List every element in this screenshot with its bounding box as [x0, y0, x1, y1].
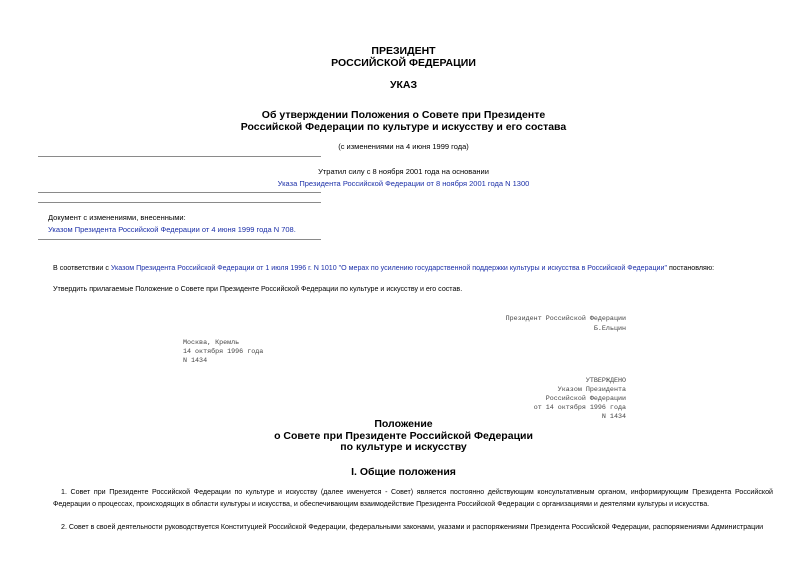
amendments-label: Документ с изменениями, внесенными: [48, 213, 186, 222]
amended-note: (с изменениями на 4 июня 1999 года) [338, 142, 469, 151]
approve-text: Утвердить прилагаемые Положение о Совете при Президенте Российской Федерации по культуре и искусству и его состав. [53, 285, 463, 293]
preamble-link[interactable]: Указом Президента Российской Федерации от 1 июля 1996 г. N 1010 "О мерах по усилению государственной поддержки культуры и искусства в Российской Федерации" [110, 264, 667, 272]
regulation-subtitle-2: по культуре и искусству [340, 441, 467, 453]
approved-federation: Российской Федерации [545, 395, 626, 403]
place-number: N 1434 [183, 357, 208, 365]
separator-line [38, 202, 321, 203]
section-heading: I. Общие положения [351, 466, 456, 478]
expired-link[interactable]: Указа Президента Российской Федерации от 8 ноября 2001 года N 1300 [277, 179, 530, 188]
place-city: Москва, Кремль [183, 339, 240, 347]
approved-number: N 1434 [601, 413, 626, 421]
separator-line [38, 156, 321, 157]
preamble-prefix: В соответствии с [53, 264, 111, 272]
signature-name: Б.Ельцин [593, 325, 626, 333]
approved-title: УТВЕРЖДЕНО [585, 377, 626, 385]
approved-by: Указом Президента [557, 386, 626, 394]
doc-type: УКАЗ [389, 79, 418, 91]
preamble-suffix: постановляю: [666, 264, 715, 272]
amendments-link[interactable]: Указом Президента Российской Федерации от 4 июня 1999 года N 708. [48, 225, 296, 234]
regulation-title: Положение [374, 418, 433, 430]
separator-line [38, 239, 321, 240]
preamble [53, 264, 773, 272]
approved-date: от 14 октября 1996 года [533, 404, 626, 412]
header-federation: РОССИЙСКОЙ ФЕДЕРАЦИИ [331, 57, 476, 69]
signature-title: Президент Российской Федерации [505, 315, 626, 323]
header-president: ПРЕЗИДЕНТ [371, 45, 436, 57]
separator-line [38, 192, 321, 193]
regulation-subtitle-1: о Совете при Президенте Российской Федерации [274, 430, 533, 442]
expired-text: Утратил силу с 8 ноября 2001 года на основании [318, 167, 489, 176]
paragraph-2: 2. Совет в своей деятельности руководствуется Конституцией Российской Федерации, федеральными законами, указами и распоряжениями Президента Российской Федерации, распоряжениями Администрации [61, 523, 764, 531]
title-line-1: Об утверждении Положения о Совете при Президенте [261, 109, 546, 121]
place-date: 14 октября 1996 года [183, 348, 264, 356]
title-line-2: Российской Федерации по культуре и искусству и его состава [240, 121, 567, 133]
paragraph-1: 1. Совет при Президенте Российской Федерации по культуре и искусству (далее именуется - Совет) является постоянно действующим консультативным органом, информирующим Президента Российской Федерации о процессах, происходящих в области культуры и искусства, и обеспечивающим взаимодействие Президента Российской Федерации с организациями и деятелями культуры и искусства. [53, 488, 773, 508]
